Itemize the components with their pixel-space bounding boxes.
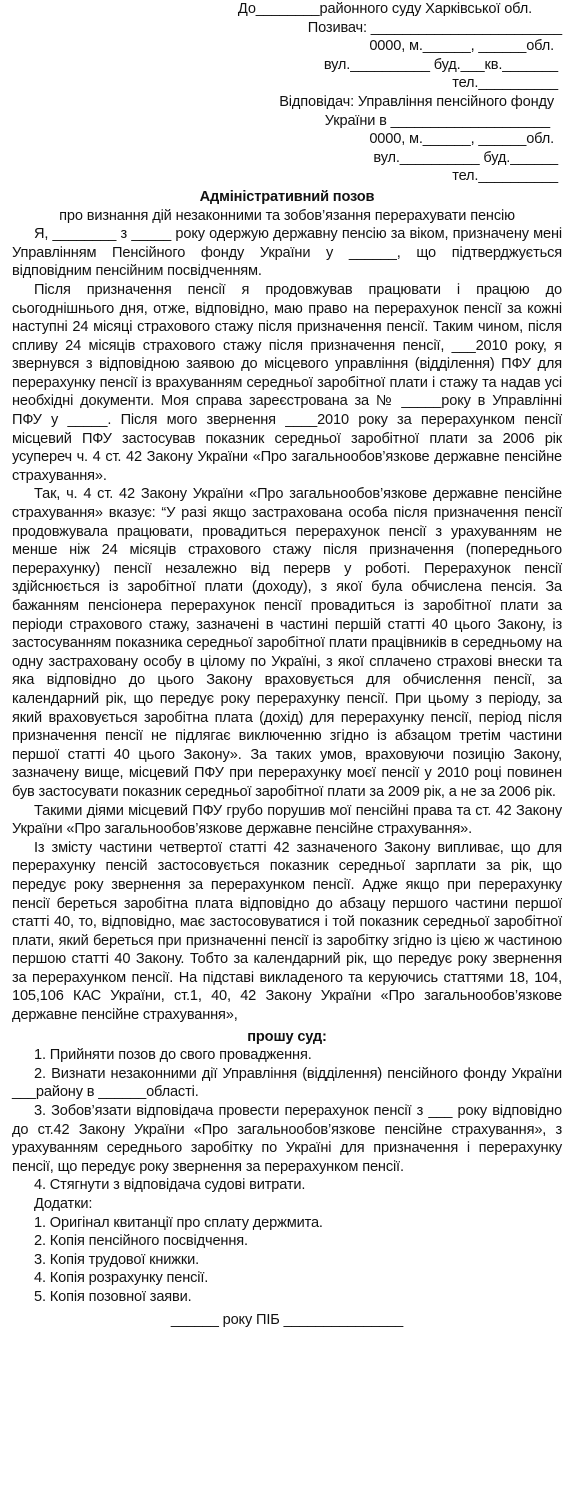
- paragraph-facts: Після призначення пенсії я продовжував працювати і працюю до сьогоднішнього дня, отже, відповідно, маю право на перерахунок пенсії за кожні наступні 24 місяці страхового стажу після призначення пенсії. Таким чином, після спливу 24 місяців страхового стажу після призначення пенсії, ___2010 року, я звернувся з відповідною заявою до місцевого управління (відділення) ПФУ для перерахунку пенсії із врахуванням середньої заробітної плати і стажу та надав усі необхідні документи. Моя справа зареєстрована за № _____року в Управлінні ПФУ у _____. Після мого звернення ____2010 року за перерахунком пенсії місцевий ПФУ застосував показник середньої заробітної плати за 2006 рік усупереч ч. 4 ст. 42 Закону України «Про загальнообов’язкове державне пенсійне страхування».: [12, 281, 562, 484]
- attachment-item: 5. Копія позовної заяви.: [34, 1288, 192, 1305]
- document-subtitle: про визнання дій незаконними та зобов’язання перерахувати пенсію: [59, 207, 515, 224]
- header-line-defendant-phone: тел.__________: [452, 168, 558, 185]
- attachments-label: Додатки:: [34, 1196, 93, 1212]
- attachment-item: 4. Копія розрахунку пенсії.: [34, 1270, 209, 1287]
- header-line-defendant-street: вул.__________ буд.______: [373, 149, 558, 166]
- paragraph-violation: Такими діями місцевий ПФУ грубо порушив мої пенсійні права та ст. 42 Закону України «Про загальнообов’язкове державне пенсійне страхування».: [12, 802, 562, 838]
- header-line-defendant-country: України в ____________________: [324, 112, 550, 129]
- paragraph-reasoning: Із змісту частини четвертої статті 42 зазначеного Закону випливає, що для перерахунку пенсій застосовується показник середньої зарплати за рік, що передує року звернення за перерахунком пенсії. Адже якщо при перерахунку пенсії береться заробітна плата відповідно до абзацу першого частини першої статті 40, то, відповідно, має застосовуватися і той показник середньої заробітної плати, який береться при призначенні пенсії із заробітку згідно із цією ж частиною першою статті 40 Закону. Тобто за календарний рік, що передує року звернення за перерахунком пенсії. На підставі викладеного та керуючись статтями 18, 104, 105,106 КАС України, ст.1, 40, 42 Закону України «Про загальнообов’язкове державне пенсійне страхування»,: [12, 839, 562, 1024]
- attachment-item: 3. Копія трудової книжки.: [34, 1251, 200, 1268]
- request-heading: прошу суд:: [247, 1028, 327, 1045]
- request-list: [12, 1046, 562, 1195]
- attachments-list: [12, 1214, 562, 1307]
- header-line-plaintiff: Позивач: ________________________: [307, 19, 562, 36]
- request-item: 3. Зобов’язати відповідача провести перерахунок пенсії з ___ року відповідно до ст.42 Закону України «Про загальнообов’язкове пенсійне страхування», з урахуванням середнього заробітку по Україні для призначення і перерахунку пенсії, що передує року звернення за перерахунком пенсії.: [12, 1103, 562, 1175]
- header-line-defendant: Відповідач: Управління пенсійного фонду: [279, 93, 554, 110]
- request-item: 1. Прийняти позов до свого провадження.: [34, 1047, 312, 1064]
- signature-line: ______ року ПІБ _______________: [170, 1311, 404, 1328]
- header-line-court: До________районного суду Харківської обл.: [237, 1, 532, 17]
- header-line-defendant-city: 0000, м.______, ______обл.: [369, 131, 554, 148]
- paragraph-intro: Я, ________ з _____ року одержую державну пенсію за віком, призначену мені Управлінням Пенсійного фонду України у ______, що підтверджується відповідним пенсійним посвідченням.: [12, 226, 562, 280]
- paragraph-law-quote: Так, ч. 4 ст. 42 Закону України «Про загальнообов’язкове державне пенсійне страхування» вказує: “У разі якщо застрахована особа після призначення пенсії продовжувала працювати, провадиться перерахунок пенсії з урахуванням не менше ніж 24 місяців страхового стажу після призначення (попереднього перерахунку) пенсії незалежно від перерв у роботі. Перерахунок пенсії здійснюється із заробітної плати (доходу), з якої була обчислена пенсія. За бажанням пенсіонера перерахунок пенсії провадиться із заробітної плати за періоди страхового стажу, зазначені в частині першій статті 40 цього Закону, із застосуванням показника середньої заробітної плати працівників в середньому на одну застраховану особу в цілому по Україні, з якої сплачено страхові внески та яка відповідно до цього Закону враховується для обчислення пенсії, за календарний рік, що передує року перерахунку пенсії. При цьому з періоду, за який враховується заробітна плата (дохід) для перерахунку пенсії, період після призначення пенсії не підлягає виключенню згідно із абзацом третім частини першої статті 40 цього Закону». За таких умов, враховуючи позицію Закону, зазначену вище, місцевий ПФУ при перерахунку моєї пенсії у 2010 році повинен був застосувати показник середньої заробітної плати за 2009 рік, а не за 2006 рік.: [12, 486, 562, 800]
- attachment-item: 2. Копія пенсійного посвідчення.: [34, 1233, 248, 1250]
- attachment-item: 1. Оригінал квитанції про сплату держмита.: [34, 1214, 323, 1231]
- header-line-plaintiff-street: вул.__________ буд.___кв._______: [323, 56, 558, 73]
- header-line-plaintiff-phone: тел.__________: [452, 75, 558, 92]
- request-item: 2. Визнати незаконними дії Управління (відділення) пенсійного фонду України ___району в ______області.: [12, 1065, 562, 1101]
- header-block: [12, 0, 562, 186]
- document-title: Адміністративний позов: [199, 188, 375, 205]
- header-line-plaintiff-city: 0000, м.______, ______обл.: [369, 38, 554, 55]
- request-item: 4. Стягнути з відповідача судові витрати.: [34, 1177, 306, 1194]
